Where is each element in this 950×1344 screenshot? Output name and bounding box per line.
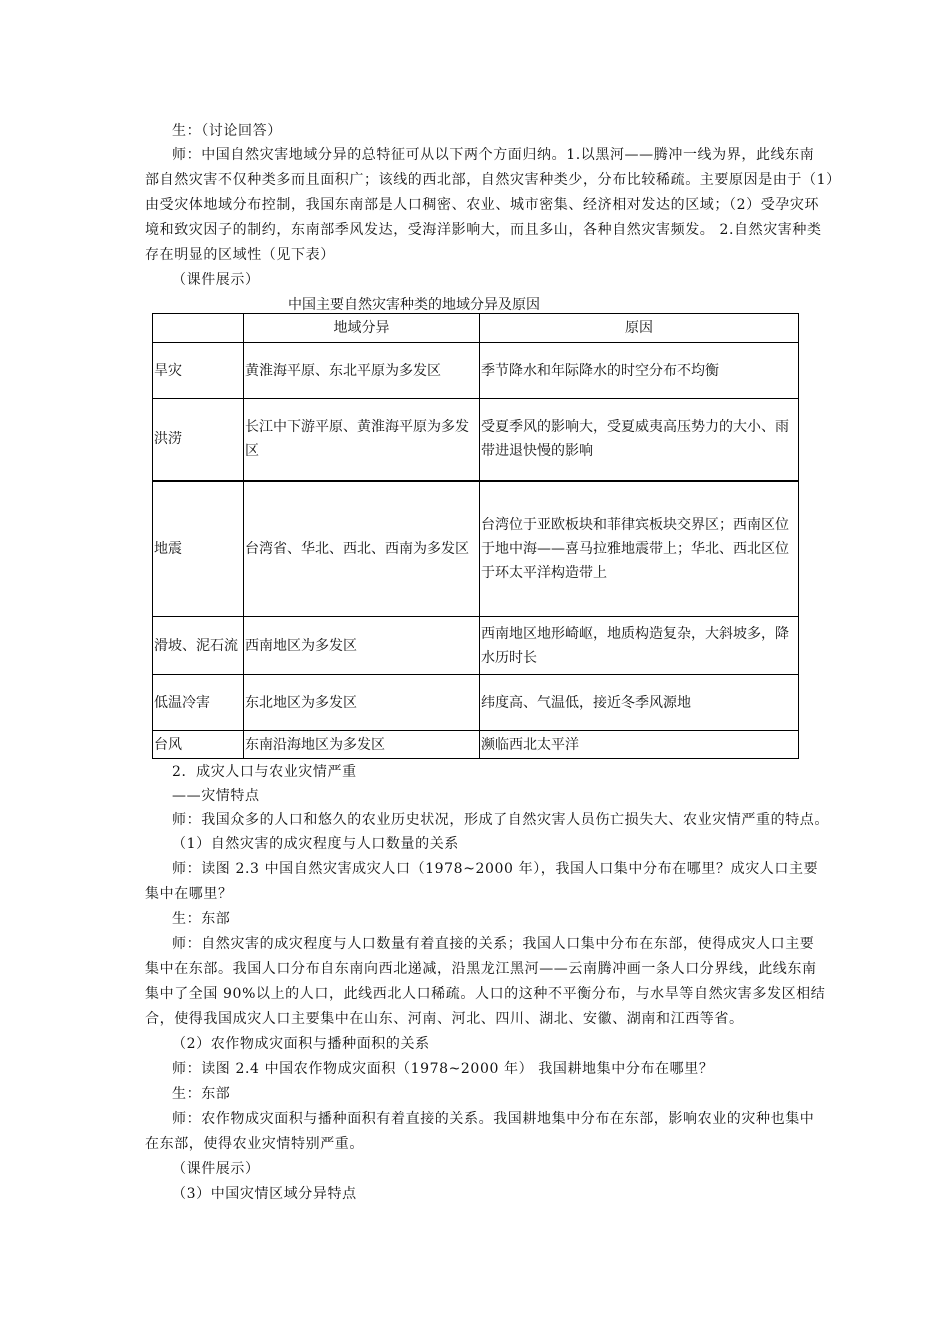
body-line: 师：我国众多的人口和悠久的农业历史状况，形成了自然灾害人员伤亡损失大、农业灾情严重的特点。 bbox=[172, 812, 829, 828]
courseware-note: （课件展示） bbox=[172, 1161, 260, 1177]
disaster-table bbox=[152, 313, 799, 759]
cause-cell: 台湾位于亚欧板块和菲律宾板块交界区；西南区位于地中海——喜马拉雅地震带上；华北、西北区位于环太平洋构造带上 bbox=[480, 481, 799, 617]
disaster-type-cell: 滑坡、泥石流 bbox=[153, 617, 244, 675]
disaster-type-cell: 低温冷害 bbox=[153, 675, 244, 731]
body-line: 合，使得我国成灾人口主要集中在山东、河南、河北、四川、湖北、安徽、湖南和江西等省。 bbox=[145, 1011, 744, 1027]
courseware-note: （课件展示） bbox=[172, 272, 260, 288]
subheading: ——灾情特点 bbox=[172, 788, 260, 804]
cause-cell: 受夏季风的影响大，受夏威夷高压势力的大小、雨带进退快慢的影响 bbox=[480, 399, 799, 481]
table-row bbox=[153, 343, 799, 399]
section-heading: 2．成灾人口与农业灾情严重 bbox=[172, 764, 357, 780]
teacher-paragraph-line: 由受灾体地域分布控制，我国东南部是人口稠密、农业、城市密集、经济相对发达的区域；（2）受孕灾环 bbox=[145, 197, 820, 213]
student-answer-line: 生：东部 bbox=[172, 1086, 231, 1102]
region-cell: 黄淮海平原、东北平原为多发区 bbox=[244, 343, 480, 399]
table-row bbox=[153, 399, 799, 481]
body-line: 师：农作物成灾面积与播种面积有着直接的关系。我国耕地集中分布在东部，影响农业的灾种也集中 bbox=[172, 1111, 815, 1127]
question-heading: （1）自然灾害的成灾程度与人口数量的关系 bbox=[172, 836, 459, 852]
body-line: 集中在东部。我国人口分布自东南向西北递减，沿黑龙江黑河——云南腾冲画一条人口分界线，此线东南 bbox=[145, 961, 817, 977]
teacher-paragraph-line: 师：中国自然灾害地域分异的总特征可从以下两个方面归纳。1.以黑河——腾冲一线为界，此线东南 bbox=[172, 147, 815, 163]
region-cell: 东北地区为多发区 bbox=[244, 675, 480, 731]
region-cell: 东南沿海地区为多发区 bbox=[244, 731, 480, 759]
body-line: 集中在哪里？ bbox=[145, 886, 233, 902]
disaster-type-cell: 洪涝 bbox=[153, 399, 244, 481]
body-line: 师：读图 2.4 中国农作物成灾面积（1978~2000 年） 我国耕地集中分布在哪里？ bbox=[172, 1061, 714, 1077]
cause-cell: 季节降水和年际降水的时空分布不均衡 bbox=[480, 343, 799, 399]
table-header-cell: 地域分异 bbox=[244, 314, 480, 343]
teacher-paragraph-line: 存在明显的区域性（见下表） bbox=[145, 247, 335, 263]
body-line: 师：自然灾害的成灾程度与人口数量有着直接的关系；我国人口集中分布在东部，使得成灾人口主要 bbox=[172, 936, 815, 952]
disaster-type-cell: 旱灾 bbox=[153, 343, 244, 399]
table-row bbox=[153, 481, 799, 617]
question-heading: （2）农作物成灾面积与播种面积的关系 bbox=[172, 1036, 430, 1052]
table-header-cell: 原因 bbox=[480, 314, 799, 343]
cause-cell: 纬度高、气温低，接近冬季风源地 bbox=[480, 675, 799, 731]
region-cell: 西南地区为多发区 bbox=[244, 617, 480, 675]
question-heading: （3）中国灾情区域分异特点 bbox=[172, 1186, 357, 1202]
table-row bbox=[153, 731, 799, 759]
body-line: 集中了全国 90%以上的人口，此线西北人口稀疏。人口的这种不平衡分布，与水旱等自然灾害多发区相结 bbox=[145, 986, 826, 1002]
table-header-cell bbox=[153, 314, 244, 343]
region-cell: 长江中下游平原、黄淮海平原为多发区 bbox=[244, 399, 480, 481]
table-header-row bbox=[153, 314, 799, 343]
student-answer-line: 生：东部 bbox=[172, 911, 231, 927]
disaster-type-cell: 台风 bbox=[153, 731, 244, 759]
disaster-type-cell: 地震 bbox=[153, 481, 244, 617]
table-title: 中国主要自然灾害种类的地域分异及原因 bbox=[288, 297, 540, 313]
table-row bbox=[153, 617, 799, 675]
teacher-paragraph-line: 境和致灾因子的制约，东南部季风发达，受海洋影响大，而且多山，各种自然灾害频发。 2.自然灾害种类 bbox=[145, 222, 822, 238]
table-row bbox=[153, 675, 799, 731]
region-cell: 台湾省、华北、西北、西南为多发区 bbox=[244, 481, 480, 617]
teacher-paragraph-line: 部自然灾害不仅种类多而且面积广；该线的西北部，自然灾害种类少，分布比较稀疏。主要原因是由于（1） bbox=[145, 172, 841, 188]
cause-cell: 濒临西北太平洋 bbox=[480, 731, 799, 759]
body-line: 在东部，使得农业灾情特别严重。 bbox=[145, 1136, 364, 1152]
cause-cell: 西南地区地形崎岖，地质构造复杂，大斜坡多，降水历时长 bbox=[480, 617, 799, 675]
student-answer-line: 生：（讨论回答） bbox=[172, 123, 282, 139]
body-line: 师：读图 2.3 中国自然灾害成灾人口（1978~2000 年），我国人口集中分布在哪里？成灾人口主要 bbox=[172, 861, 819, 877]
